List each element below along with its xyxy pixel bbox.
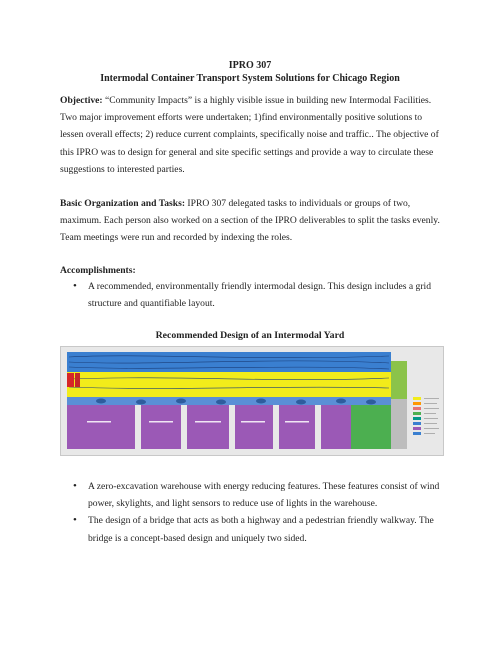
organization-label: Basic Organization and Tasks: xyxy=(60,198,186,209)
legend-lines xyxy=(424,399,439,434)
organization-text: IPRO 307 delegated tasks to individuals or groups of two, maximum. Each person also worked on a section of the IPRO deliverables to split the tasks evenly. Team meetings were run and recorded by indexing the roles. xyxy=(60,198,440,244)
intermodal-yard-diagram xyxy=(60,346,444,456)
objective-label: Objective: xyxy=(60,95,103,106)
list-item: • The design of a bridge that acts as both a highway and a pedestrian friendly walkway. The bridge is a concept-based design and uniquely two sided. xyxy=(60,512,445,546)
course-code: IPRO 307 xyxy=(228,60,272,71)
organization-paragraph xyxy=(60,195,445,247)
red-marker-left xyxy=(67,373,74,387)
storage-band xyxy=(67,372,391,397)
accomplishments-list-2 xyxy=(60,478,445,547)
accomplishments-list-1 xyxy=(60,278,445,312)
yard-plan-svg xyxy=(61,347,443,455)
objective-paragraph xyxy=(60,92,445,178)
rail-band-top xyxy=(67,352,391,372)
figure-caption: Recommended Design of an Intermodal Yard xyxy=(155,330,345,341)
warehouse-blocks xyxy=(67,405,351,449)
green-strip xyxy=(391,361,407,399)
list-item: • A zero-excavation warehouse with energy reducing features. These features consist of wind power, skylights, and light sensors to reduce use of lights in the warehouse. xyxy=(60,478,445,512)
red-marker-left-2 xyxy=(75,373,80,387)
accomplishments-heading xyxy=(60,262,445,279)
objective-text: “Community Impacts” is a highly visible issue in building new Intermodal Facilities. Two major improvement efforts were undertaken; 1)find environmentally positive solutions to lessen overall effects; 2) reduce current complaints, specifically noise and traffic.. The objective of this IPRO was to design for general and site specific settings and provide a way to circulate these suggestions to interested parties. xyxy=(60,95,439,175)
grey-strip xyxy=(391,399,407,449)
document-title: Intermodal Container Transport System Solutions for Chicago Region xyxy=(100,73,400,84)
legend-swatches xyxy=(413,397,421,435)
list-item: • A recommended, environmentally friendly intermodal design. This design includes a grid structure and quantifiable layout. xyxy=(60,278,445,312)
accomplishments-label: Accomplishments: xyxy=(60,265,136,276)
document-header xyxy=(0,59,500,85)
green-area xyxy=(351,405,391,449)
